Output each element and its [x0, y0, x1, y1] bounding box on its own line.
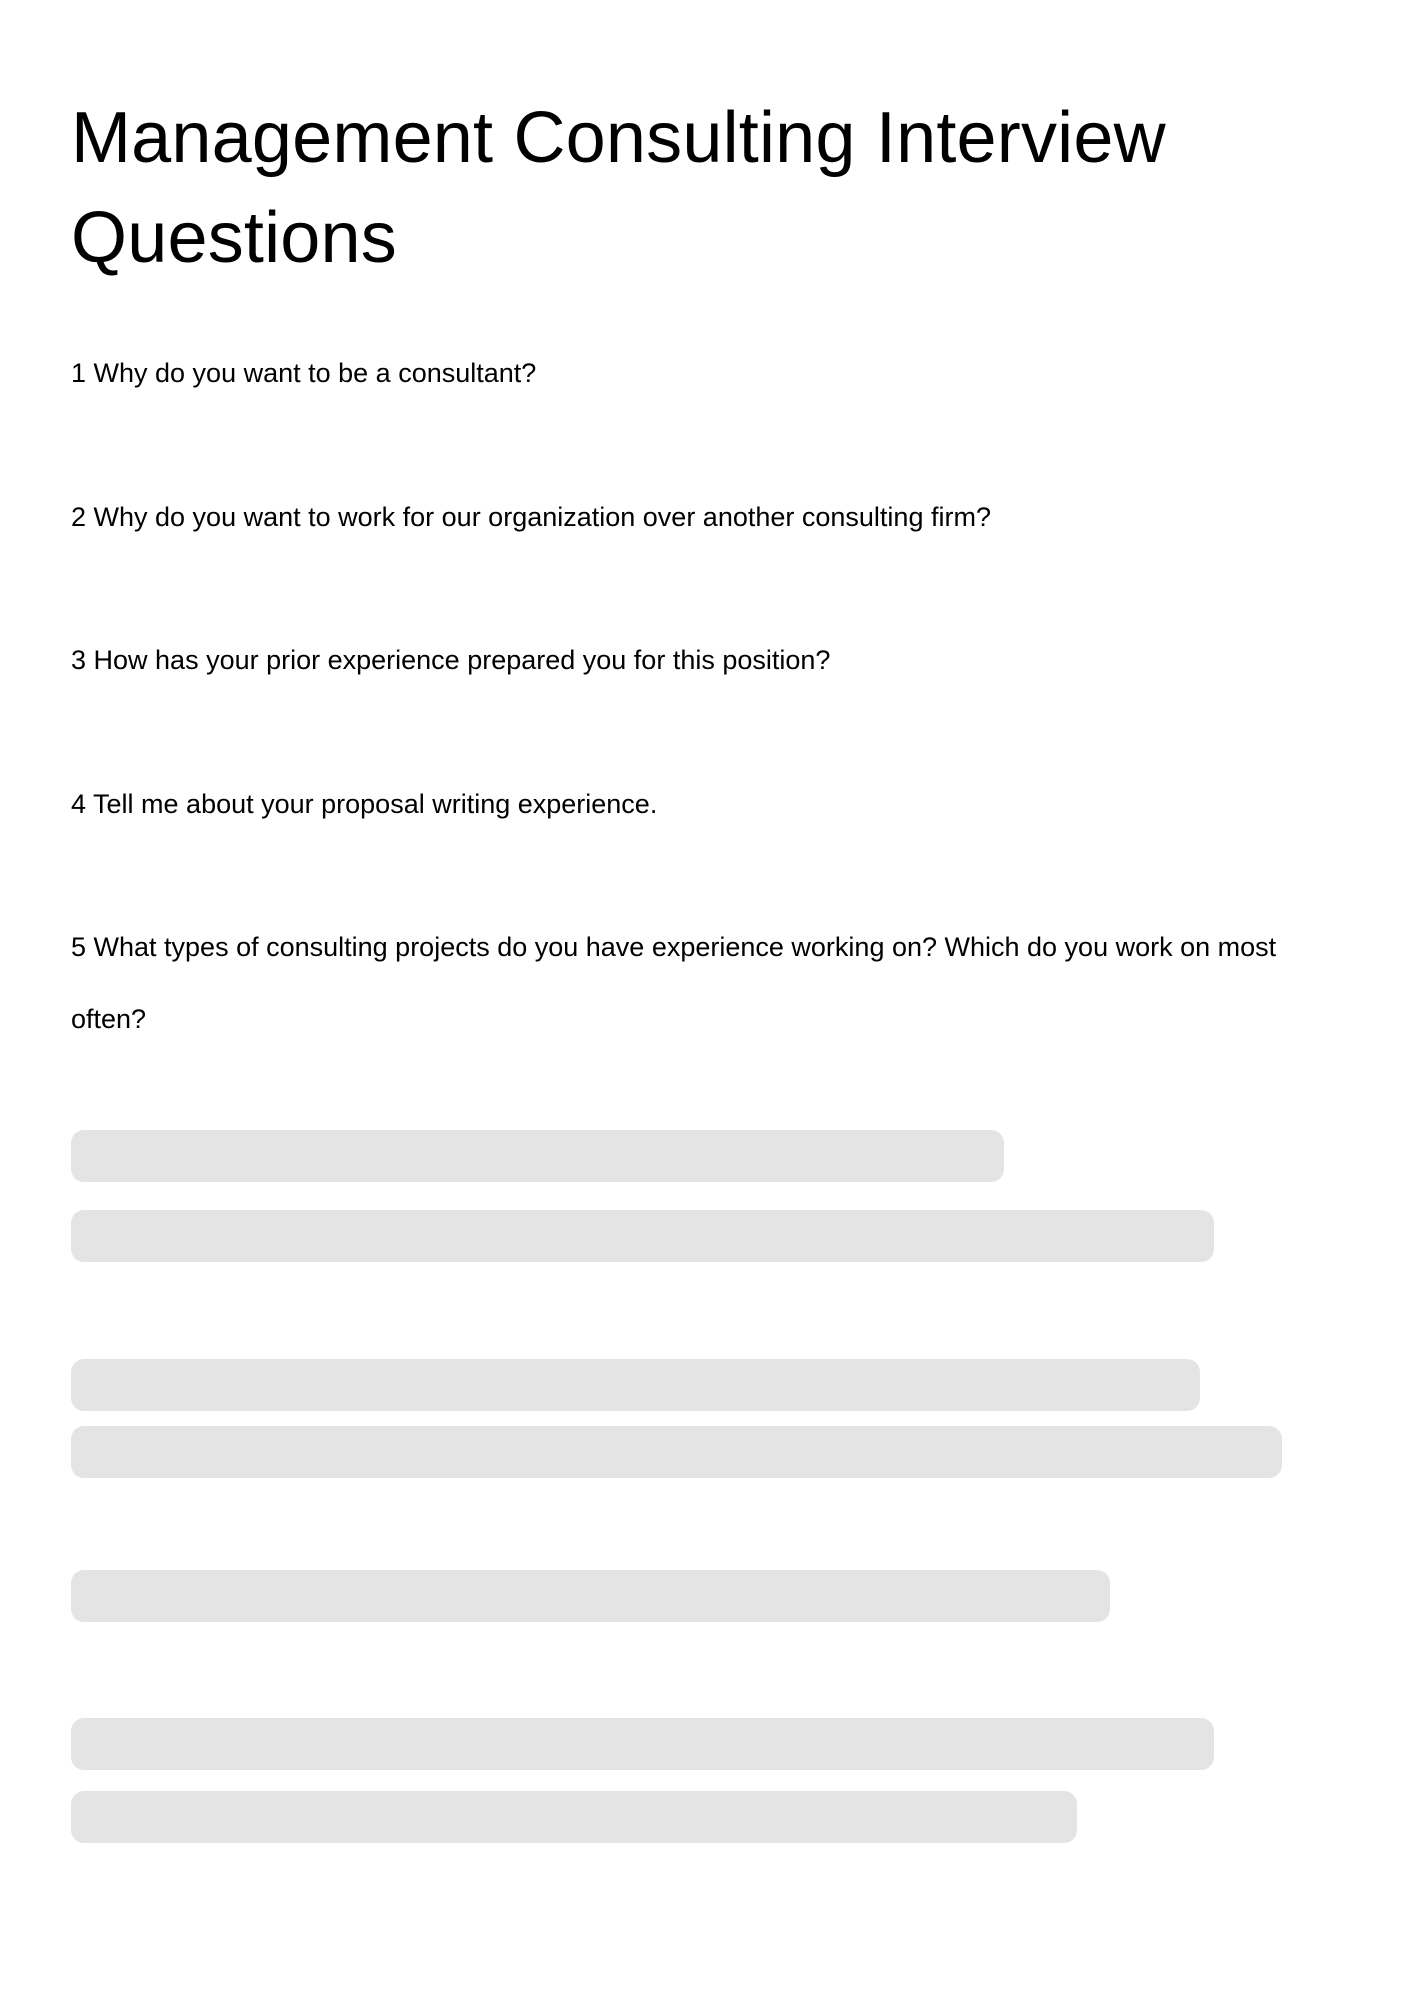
blurred-content-placeholder [71, 1130, 1004, 1182]
blurred-content-placeholder [71, 1570, 1110, 1622]
question-1: 1 Why do you want to be a consultant? [71, 358, 537, 388]
question-5: 5 What types of consulting projects do you have experience working on? Which do you work on most often? [71, 932, 1277, 1034]
blurred-content-placeholder [71, 1359, 1200, 1411]
question-4: 4 Tell me about your proposal writing experience. [71, 789, 658, 819]
blurred-content-placeholder [71, 1718, 1214, 1770]
page-title: Management Consulting Interview Questions [71, 98, 1166, 278]
question-2: 2 Why do you want to work for our organization over another consulting firm? [71, 502, 991, 532]
blurred-content-placeholder [71, 1210, 1214, 1262]
question-3: 3 How has your prior experience prepared you for this position? [71, 645, 831, 675]
blurred-content-placeholder [71, 1426, 1282, 1478]
blurred-content-placeholder [71, 1791, 1077, 1843]
